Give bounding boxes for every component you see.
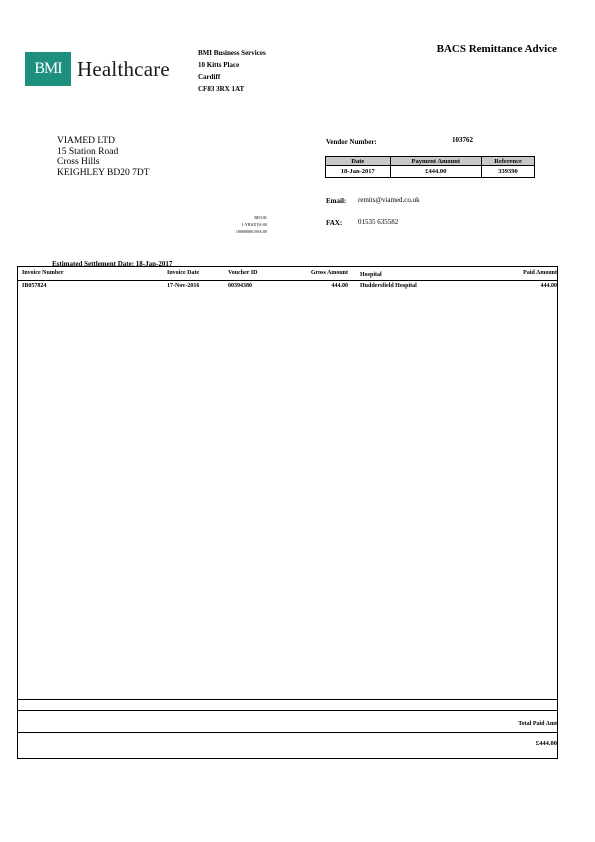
payment-summary-table xyxy=(325,156,535,178)
total-paid-label: Total Paid Amt xyxy=(518,721,557,727)
payment-row xyxy=(326,166,535,178)
footer-divider xyxy=(17,710,558,711)
paid-amount: 444.00 xyxy=(540,283,557,289)
recipient-line: 15 Station Road xyxy=(57,146,119,157)
email-label: Email: xyxy=(326,197,347,205)
code-line: 100000001/00A:00 xyxy=(235,229,267,234)
code-line: BD-UK xyxy=(254,215,267,220)
sender-line: 10 Kitts Place xyxy=(198,61,240,69)
vendor-number-label: Vendor Number: xyxy=(326,138,377,146)
payment-header-reference: Reference xyxy=(482,157,535,166)
fax-value: 01535 635582 xyxy=(358,218,399,226)
col-header-hospital: Hospital xyxy=(360,272,382,278)
recipient-line: Cross Hills xyxy=(57,157,100,167)
sender-line: BMI Business Services xyxy=(198,49,266,57)
vendor-number-value: 103762 xyxy=(452,136,473,144)
hospital: Huddersfield Hospital xyxy=(360,283,417,289)
email-value: remits@viamed.co.uk xyxy=(358,196,420,204)
bmi-healthcare-logo xyxy=(25,52,170,86)
sender-line: Cardiff xyxy=(198,73,221,81)
estimated-settlement-date: Estimated Settlement Date: 18-Jan-2017 xyxy=(52,260,173,268)
payment-header-date: Date xyxy=(326,157,391,166)
invoice-number: IB057824 xyxy=(22,283,47,289)
document-title: BACS Remittance Advice xyxy=(436,43,557,55)
payment-amount: £444.00 xyxy=(390,166,482,178)
fax-label: FAX: xyxy=(326,219,343,227)
recipient-address xyxy=(57,136,150,178)
recipient-line: KEIGHLEY BD20 7DT xyxy=(57,167,150,178)
reference-codes xyxy=(200,214,267,235)
gross-amount: 444.00 xyxy=(331,283,348,289)
payment-header-amount: Payment Amount xyxy=(390,157,482,166)
logo-wordmark: Healthcare xyxy=(77,56,170,81)
col-header-gross-amount: Gross Amount xyxy=(310,270,348,276)
sender-line: CF83 3RX 1AT xyxy=(198,85,245,93)
invoice-date: 17-Nov-2016 xyxy=(167,283,200,289)
footer-divider xyxy=(17,732,558,733)
recipient-line: VIAMED LTD xyxy=(57,136,115,146)
total-paid-value: £444.00 xyxy=(535,740,557,747)
col-header-voucher-id: Voucher ID xyxy=(228,270,258,276)
voucher-id: 00394380 xyxy=(228,283,252,289)
code-line: 1-YBAXYA-00 xyxy=(241,222,267,227)
col-header-invoice-number: Invoice Number xyxy=(22,270,64,276)
header-divider xyxy=(17,280,558,281)
payment-reference: 339390 xyxy=(482,166,535,178)
footer-divider xyxy=(17,699,558,700)
payment-header-row xyxy=(326,157,535,166)
sender-address xyxy=(198,47,266,95)
logo-mark: BMI xyxy=(25,52,71,86)
invoice-table-frame xyxy=(17,266,558,759)
col-header-paid-amount: Paid Amount xyxy=(523,270,557,276)
payment-date: 18-Jan-2017 xyxy=(326,166,391,178)
col-header-invoice-date: Invoice Date xyxy=(167,270,200,276)
